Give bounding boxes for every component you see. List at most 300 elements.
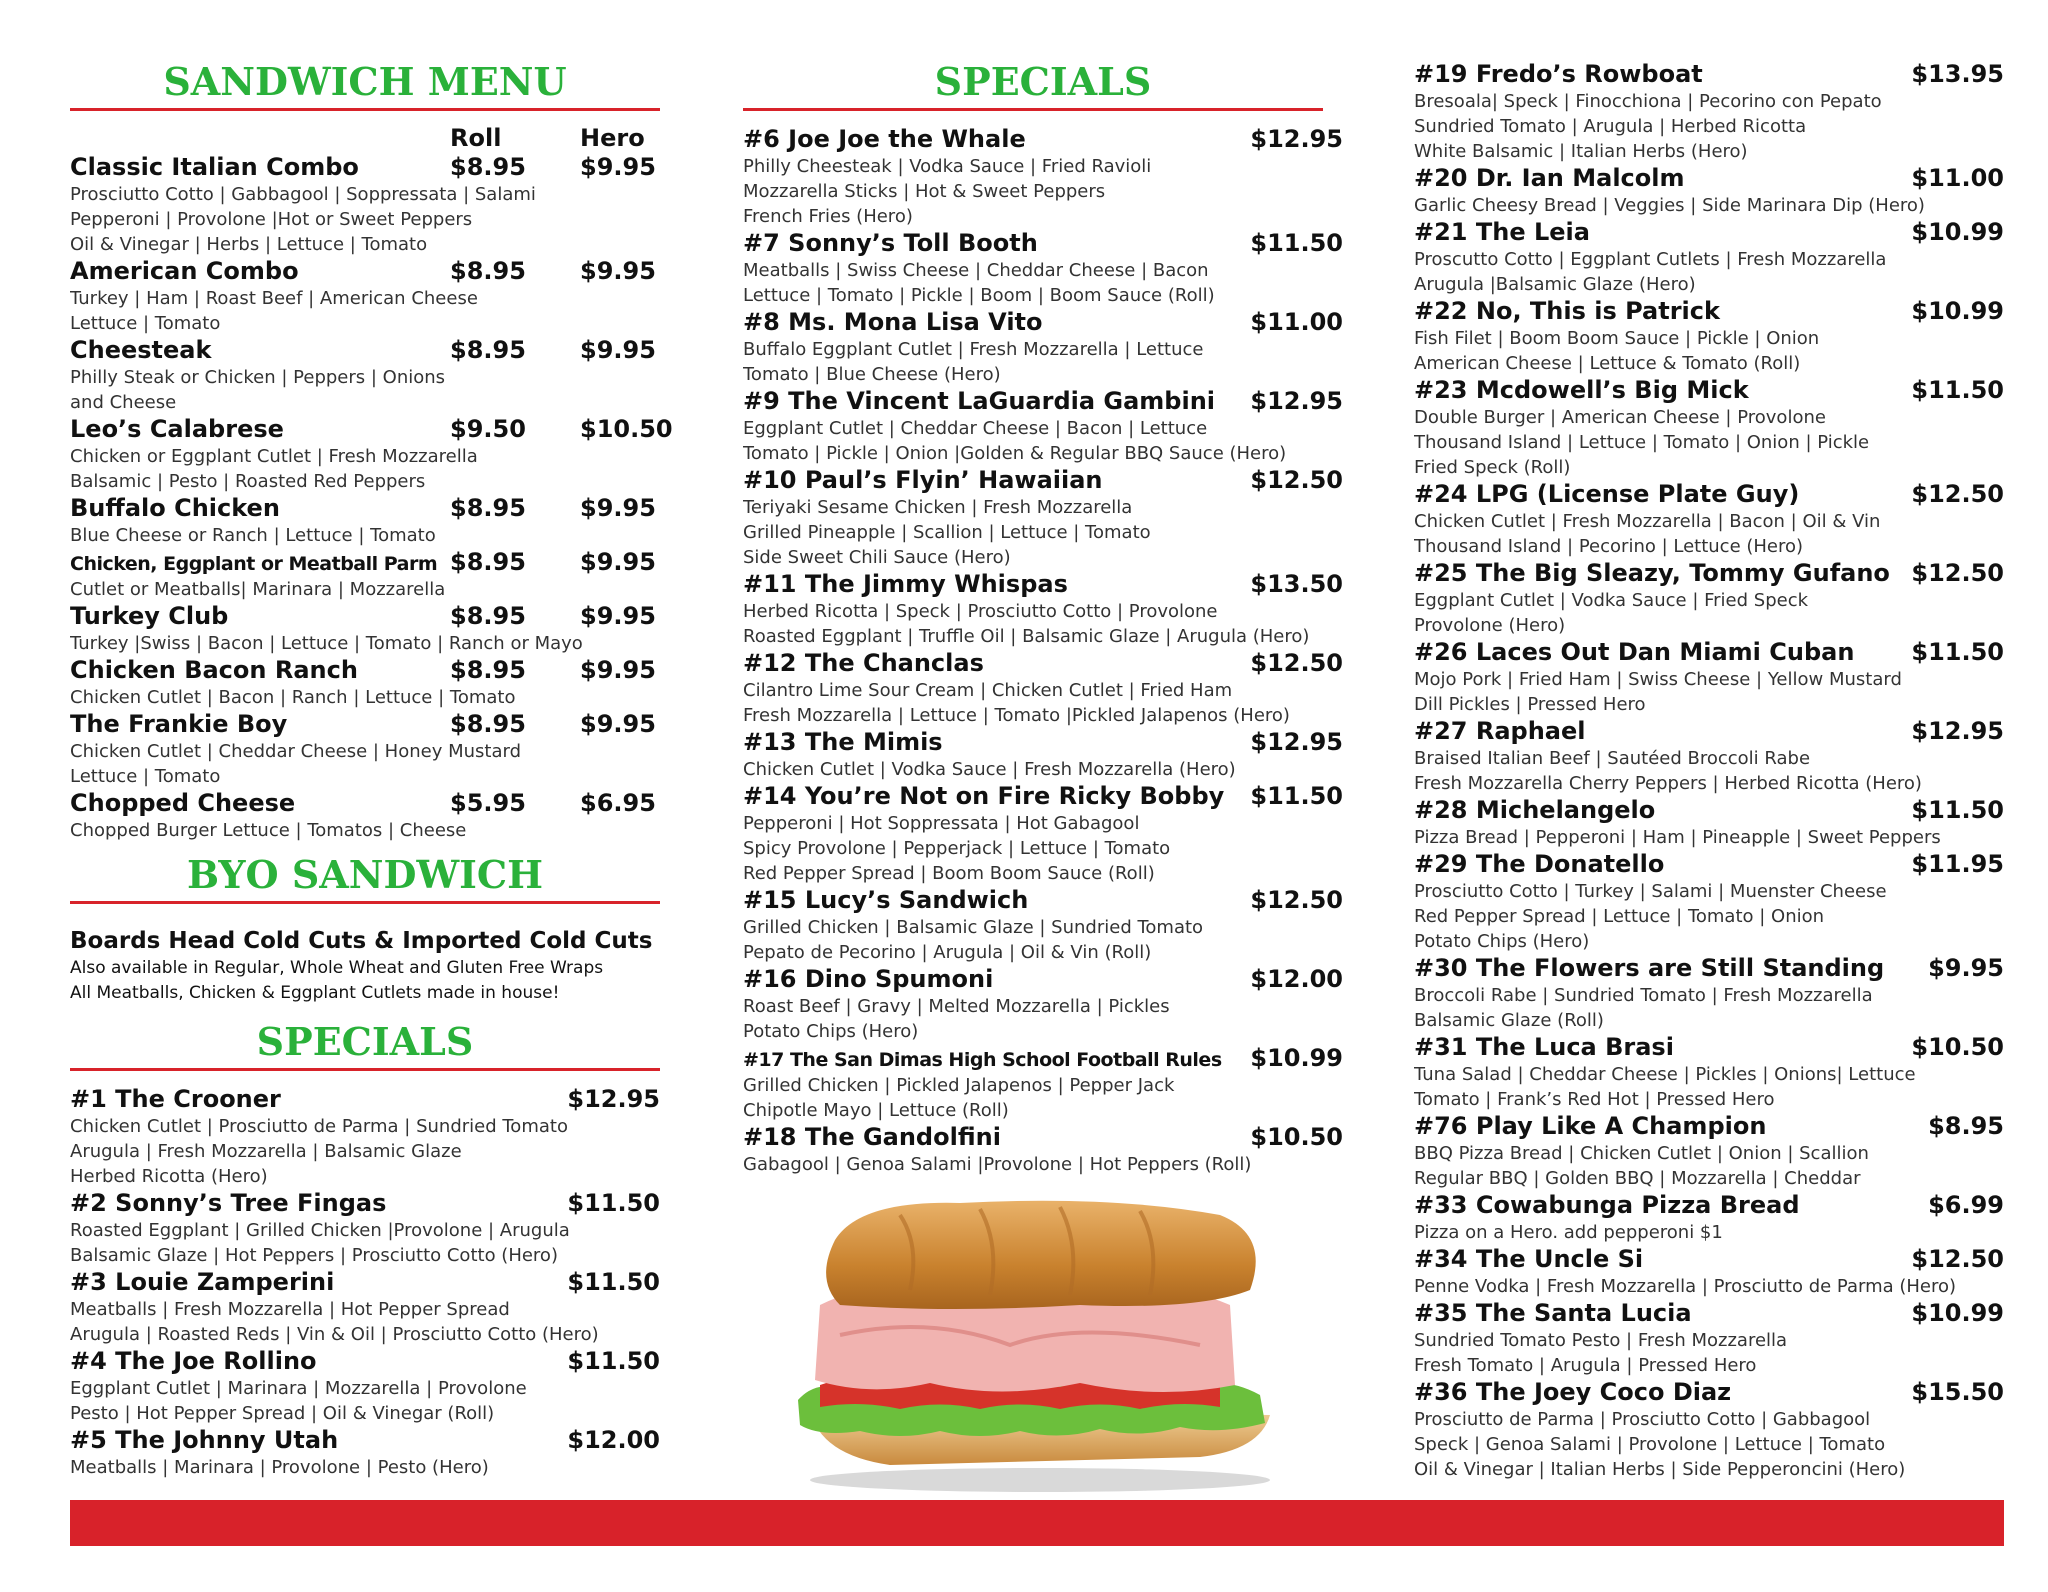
item-description: Potato Chips (Hero) [1414,931,1590,952]
menu-item [743,308,1343,387]
menu-item-title [1414,850,2004,879]
item-price: $10.99 [1911,297,2004,325]
hero-price: $9.95 [580,153,656,181]
item-price: $12.95 [1250,728,1343,756]
menu-item-title [743,1044,1343,1073]
roll-price: $5.95 [450,789,526,817]
item-price: $11.00 [1250,308,1343,336]
center-column [743,0,1343,1177]
item-description: Eggplant Cutlet | Marinara | Mozzarella | Provolone [70,1378,527,1399]
item-name: American Combo [70,257,299,285]
menu-item-title [70,710,660,739]
item-name: #36 The Joey Coco Diaz [1414,1378,1732,1406]
item-name: #22 No, This is Patrick [1414,297,1720,325]
roll-price: $8.95 [450,257,526,285]
item-description: Chopped Burger Lettuce | Tomatos | Cheese [70,820,467,841]
item-description: Blue Cheese or Ranch | Lettuce | Tomato [70,525,436,546]
item-name: #26 Laces Out Dan Miami Cuban [1414,638,1855,666]
menu-item-title [743,649,1343,678]
item-name: Buffalo Chicken [70,494,280,522]
item-description: Red Pepper Spread | Boom Boom Sauce (Roll) [743,863,1155,884]
item-description: Teriyaki Sesame Chicken | Fresh Mozzarella [743,497,1133,518]
item-description: Lettuce | Tomato [70,766,221,787]
sandwich-list [70,153,673,843]
item-name: #9 The Vincent LaGuardia Gambini [743,387,1216,415]
menu-item [743,466,1343,570]
item-description: Tomato | Pickle | Onion |Golden & Regular BBQ Sauce (Hero) [743,443,1287,464]
menu-item [743,125,1343,229]
menu-item [70,789,660,843]
byo-note: All Meatballs, Chicken & Eggplant Cutlets made in house! [70,983,560,1003]
menu-item-title [1414,638,2004,667]
item-description: Fresh Mozzarella Cherry Peppers | Herbed Ricotta (Hero) [1414,773,1922,794]
item-description: Grilled Pineapple | Scallion | Lettuce | Tomato [743,522,1151,543]
specials-title-center: SPECIALS [934,59,1152,104]
item-price: $12.95 [1911,717,2004,745]
hero-price: $9.95 [580,548,656,576]
item-price: $13.50 [1250,570,1343,598]
item-price: $6.99 [1928,1191,2004,1219]
item-price: $15.50 [1911,1378,2004,1406]
menu-item-title [1414,164,2004,193]
item-description: Cilantro Lime Sour Cream | Chicken Cutlet | Fried Ham [743,680,1233,701]
item-description: Prosciutto Cotto | Gabbagool | Soppressata | Salami [70,184,536,205]
left-column [70,0,673,1480]
byo-heading: Boards Head Cold Cuts & Imported Cold Cuts [70,928,653,954]
footer-bar [70,1500,2004,1546]
item-description: Side Sweet Chili Sauce (Hero) [743,547,1011,568]
menu-item-title [70,1268,660,1297]
item-description: Eggplant Cutlet | Cheddar Cheese | Bacon | Lettuce [743,418,1208,439]
roll-price: $8.95 [450,494,526,522]
item-description: Herbed Ricotta (Hero) [70,1166,268,1187]
menu-item [70,494,660,548]
item-price: $10.99 [1911,1299,2004,1327]
item-name: #16 Dino Spumoni [743,965,994,993]
item-description: Arugula |Balsamic Glaze (Hero) [1414,274,1696,295]
title-rule [70,108,660,111]
item-description: Speck | Genoa Salami | Provolone | Lettuce | Tomato [1414,1434,1886,1455]
roll-price: $8.95 [450,336,526,364]
item-description: Meatballs | Fresh Mozzarella | Hot Pepper Spread [70,1299,510,1320]
menu-item [743,1044,1343,1123]
hero-price: $9.95 [580,602,656,630]
item-description: Tomato | Frank’s Red Hot | Pressed Hero [1414,1089,1775,1110]
menu-item-title [743,308,1343,337]
item-description: Fresh Tomato | Arugula | Pressed Hero [1414,1355,1757,1376]
item-description: Philly Cheesteak | Vodka Sauce | Fried Ravioli [743,156,1152,177]
item-description: Fish Filet | Boom Boom Sauce | Pickle | Onion [1414,328,1820,349]
menu-item [70,1085,660,1189]
hero-price: $9.95 [580,710,656,738]
item-description: Lettuce | Tomato | Pickle | Boom | Boom Sauce (Roll) [743,285,1215,306]
menu-item-title [70,548,660,577]
item-description: Arugula | Fresh Mozzarella | Balsamic Glaze [70,1141,462,1162]
roll-price: $8.95 [450,153,526,181]
item-description: Philly Steak or Chicken | Peppers | Onions [70,367,446,388]
item-description: Fresh Mozzarella | Lettuce | Tomato |Pickled Jalapenos (Hero) [743,705,1290,726]
item-price: $12.50 [1911,1245,2004,1273]
item-description: Pizza on a Hero. add pepperoni $1 [1414,1222,1723,1243]
item-description: Fried Speck (Roll) [1414,457,1571,478]
menu-item-title [1414,954,2004,983]
shadow [810,1468,1270,1492]
item-description: Braised Italian Beef | Sautéed Broccoli Rabe [1414,748,1811,769]
menu-item [70,153,660,257]
menu-item-title [70,1085,660,1114]
item-description: Pizza Bread | Pepperoni | Ham | Pineapple | Sweet Peppers [1414,827,1941,848]
menu-item [743,1123,1343,1177]
menu-item [70,336,660,415]
menu-item [1414,376,2004,480]
menu-item [1414,1245,2004,1299]
item-name: #29 The Donatello [1414,850,1665,878]
menu-item [743,229,1343,308]
menu-item-title [1414,1299,2004,1328]
menu-item-title [1414,1378,2004,1407]
hero-price: $9.95 [580,336,656,364]
item-description: Eggplant Cutlet | Vodka Sauce | Fried Speck [1414,590,1809,611]
item-name: #10 Paul’s Flyin’ Hawaiian [743,466,1103,494]
item-description: Sundried Tomato | Arugula | Herbed Ricotta [1414,116,1807,137]
item-description: Turkey |Swiss | Bacon | Lettuce | Tomato | Ranch or Mayo [70,633,583,654]
item-description: Double Burger | American Cheese | Provolone [1414,407,1826,428]
item-description: Provolone (Hero) [1414,615,1566,636]
menu-item-title [1414,717,2004,746]
item-description: American Cheese | Lettuce & Tomato (Roll) [1414,353,1801,374]
item-name: #31 The Luca Brasi [1414,1033,1674,1061]
item-price: $10.50 [1911,1033,2004,1061]
hero-price: $6.95 [580,789,656,817]
menu-item [1414,1112,2004,1191]
hero-price: $9.95 [580,257,656,285]
item-name: #76 Play Like A Champion [1414,1112,1767,1140]
item-price: $13.95 [1911,60,2004,88]
menu-item-title [70,1426,660,1455]
sub-sandwich-image [780,1195,1285,1495]
menu-item-title [1414,60,2004,89]
item-name: #35 The Santa Lucia [1414,1299,1692,1327]
roll-price: $8.95 [450,656,526,684]
item-price: $11.50 [567,1189,660,1217]
item-name: Cheesteak [70,336,212,364]
item-name: Turkey Club [70,602,229,630]
menu-item [1414,297,2004,376]
item-description: Tuna Salad | Cheddar Cheese | Pickles | Onions| Lettuce [1414,1064,1916,1085]
item-price: $12.50 [1250,466,1343,494]
item-description: Tomato | Blue Cheese (Hero) [743,364,1001,385]
menu-item-title [743,570,1343,599]
menu-item [1414,954,2004,1033]
menu-item [1414,60,2004,164]
menu-item-title [70,602,660,631]
specials-right-list [1414,60,2004,1482]
item-price: $11.50 [1911,638,2004,666]
item-name: #7 Sonny’s Toll Booth [743,229,1038,257]
item-name: #24 LPG (License Plate Guy) [1414,480,1800,508]
item-description: Potato Chips (Hero) [743,1021,919,1042]
item-price: $11.50 [567,1347,660,1375]
item-name: The Frankie Boy [70,710,288,738]
roll-price: $9.50 [450,415,526,443]
menu-item-title [1414,1112,2004,1141]
menu-item [1414,1033,2004,1112]
menu-item [1414,164,2004,218]
item-description: Lettuce | Tomato [70,313,221,334]
item-description: Red Pepper Spread | Lettuce | Tomato | Onion [1414,906,1825,927]
item-name: #6 Joe Joe the Whale [743,125,1026,153]
item-name: #34 The Uncle Si [1414,1245,1644,1273]
specials-title-left: SPECIALS [256,1019,474,1064]
roll-price: $8.95 [450,602,526,630]
item-description: Chicken Cutlet | Vodka Sauce | Fresh Mozzarella (Hero) [743,759,1236,780]
item-description: BBQ Pizza Bread | Chicken Cutlet | Onion | Scallion [1414,1143,1869,1164]
item-description: Spicy Provolone | Pepperjack | Lettuce | Tomato [743,838,1171,859]
item-name: #25 The Big Sleazy, Tommy Gufano [1414,559,1890,587]
item-description: Turkey | Ham | Roast Beef | American Cheese [70,288,478,309]
item-description: French Fries (Hero) [743,206,913,227]
menu-item [743,387,1343,466]
menu-item-title [1414,376,2004,405]
menu-item-title [70,257,660,286]
item-name: #8 Ms. Mona Lisa Vito [743,308,1043,336]
menu-item [1414,717,2004,796]
item-description: Grilled Chicken | Pickled Jalapenos | Pepper Jack [743,1075,1175,1096]
item-price: $8.95 [1928,1112,2004,1140]
menu-item-title [1414,559,2004,588]
hero-price: $10.50 [580,415,673,443]
item-description: Chicken Cutlet | Cheddar Cheese | Honey Mustard [70,741,521,762]
item-price: $11.50 [1250,782,1343,810]
item-price: $11.50 [567,1268,660,1296]
item-name: #33 Cowabunga Pizza Bread [1414,1191,1800,1219]
title-rule [70,901,660,904]
item-description: Oil & Vinegar | Herbs | Lettuce | Tomato [70,234,428,255]
item-price: $9.95 [1928,954,2004,982]
menu-item-title [70,1189,660,1218]
menu-item-title [70,494,660,523]
menu-item [1414,559,2004,638]
menu-item [70,1347,660,1426]
sandwich-menu-title: SANDWICH MENU [163,59,567,104]
item-description: Gabagool | Genoa Salami |Provolone | Hot Peppers (Roll) [743,1154,1252,1175]
item-name: Classic Italian Combo [70,153,359,181]
menu-item-title [743,886,1343,915]
item-price: $10.99 [1250,1044,1343,1072]
menu-item-title [1414,480,2004,509]
item-name: Chicken, Eggplant or Meatball Parm [70,553,438,575]
item-price: $12.95 [1250,387,1343,415]
menu-item [70,415,673,494]
item-description: Prosciutto de Parma | Prosciutto Cotto | Gabbagool [1414,1409,1871,1430]
byo-title: BYO SANDWICH [186,852,544,897]
item-price: $12.50 [1911,559,2004,587]
menu-item-title [743,229,1343,258]
menu-item-title [743,387,1343,416]
item-name: #1 The Crooner [70,1085,281,1113]
menu-item-title [743,782,1343,811]
menu-item [1414,638,2004,717]
item-description: Chicken Cutlet | Prosciutto de Parma | Sundried Tomato [70,1116,568,1137]
menu-item-title [1414,796,2004,825]
item-description: Chicken Cutlet | Bacon | Ranch | Lettuce | Tomato [70,687,516,708]
right-column [1414,0,2004,1482]
menu-item [1414,480,2004,559]
item-name: #20 Dr. Ian Malcolm [1414,164,1685,192]
top-bun [826,1201,1256,1309]
item-price: $12.50 [1250,886,1343,914]
menu-item [70,1189,660,1268]
menu-item [70,656,660,710]
menu-item-title [743,965,1343,994]
item-description: Pepato de Pecorino | Arugula | Oil & Vin (Roll) [743,942,1152,963]
item-description: and Cheese [70,392,177,413]
menu-item [743,649,1343,728]
item-name: #13 The Mimis [743,728,943,756]
item-description: Meatballs | Marinara | Provolone | Pesto (Hero) [70,1457,489,1478]
menu-item [70,1268,660,1347]
item-description: Roasted Eggplant | Grilled Chicken |Provolone | Arugula [70,1220,570,1241]
item-price: $12.95 [567,1085,660,1113]
item-description: Balsamic Glaze (Roll) [1414,1010,1604,1031]
item-price: $11.95 [1911,850,2004,878]
item-description: Grilled Chicken | Balsamic Glaze | Sundried Tomato [743,917,1204,938]
menu-item-title [743,125,1343,154]
menu-item-title [70,336,660,365]
item-description: Garlic Cheesy Bread | Veggies | Side Marinara Dip (Hero) [1414,195,1925,216]
item-description: Chipotle Mayo | Lettuce (Roll) [743,1100,1009,1121]
item-name: #3 Louie Zamperini [70,1268,335,1296]
item-description: Arugula | Roasted Reds | Vin & Oil | Prosciutto Cotto (Hero) [70,1324,599,1345]
roll-price: $8.95 [450,548,526,576]
menu-item-title [1414,297,2004,326]
item-name: #18 The Gandolfini [743,1123,1001,1151]
specials-center-list [743,125,1343,1177]
item-price: $10.50 [1250,1123,1343,1151]
hero-header: Hero [580,124,645,152]
item-description: Mojo Pork | Fried Ham | Swiss Cheese | Yellow Mustard [1414,669,1902,690]
menu-item [1414,1378,2004,1482]
item-name: #23 Mcdowell’s Big Mick [1414,376,1749,404]
menu-item-title [70,415,673,444]
byo-note: Also available in Regular, Whole Wheat and Gluten Free Wraps [70,958,604,978]
item-price: $11.50 [1250,229,1343,257]
item-name: #14 You’re Not on Fire Ricky Bobby [743,782,1225,810]
item-description: Roast Beef | Gravy | Melted Mozzarella | Pickles [743,996,1170,1017]
hero-price: $9.95 [580,494,656,522]
item-description: Pesto | Hot Pepper Spread | Oil & Vinegar (Roll) [70,1403,495,1424]
item-price: $11.50 [1911,376,2004,404]
menu-item-title [743,728,1343,757]
item-description: White Balsamic | Italian Herbs (Hero) [1414,141,1748,162]
item-description: Regular BBQ | Golden BBQ | Mozzarella | Cheddar [1414,1168,1861,1189]
item-price: $12.00 [1250,965,1343,993]
menu-item [70,602,660,656]
item-description: Proscutto Cotto | Eggplant Cutlets | Fresh Mozzarella [1414,249,1887,270]
item-description: Thousand Island | Lettuce | Tomato | Onion | Pickle [1414,432,1870,453]
item-name: Chopped Cheese [70,789,296,817]
roll-header: Roll [450,124,502,152]
menu-item [743,965,1343,1044]
item-price: $12.50 [1250,649,1343,677]
item-name: #17 The San Dimas High School Football Rules [743,1049,1222,1071]
item-description: Pepperoni | Provolone |Hot or Sweet Peppers [70,209,473,230]
item-description: Penne Vodka | Fresh Mozzarella | Prosciutto de Parma (Hero) [1414,1276,1957,1297]
specials-left-list [70,1085,660,1480]
item-name: #21 The Leia [1414,218,1590,246]
menu-item-title [1414,1033,2004,1062]
menu-item [1414,796,2004,850]
item-description: Meatballs | Swiss Cheese | Cheddar Cheese | Bacon [743,260,1209,281]
menu-item-title [70,1347,660,1376]
menu-item [743,782,1343,886]
item-description: Pepperoni | Hot Soppressata | Hot Gabagool [743,813,1140,834]
roll-price: $8.95 [450,710,526,738]
menu-item [70,710,660,789]
item-description: Chicken Cutlet | Fresh Mozzarella | Bacon | Oil & Vin [1414,511,1881,532]
item-name: #4 The Joe Rollino [70,1347,317,1375]
item-description: Broccoli Rabe | Sundried Tomato | Fresh Mozzarella [1414,985,1873,1006]
menu-item [70,1426,660,1480]
menu-item [1414,1299,2004,1378]
item-description: Buffalo Eggplant Cutlet | Fresh Mozzarella | Lettuce [743,339,1204,360]
item-name: #11 The Jimmy Whispas [743,570,1068,598]
menu-item-title [70,789,660,818]
item-price: $11.50 [1911,796,2004,824]
item-description: Dill Pickles | Pressed Hero [1414,694,1646,715]
item-name: #28 Michelangelo [1414,796,1656,824]
menu-item-title [743,466,1343,495]
item-price: $12.50 [1911,480,2004,508]
price-header [70,123,660,153]
item-name: Chicken Bacon Ranch [70,656,358,684]
item-description: Roasted Eggplant | Truffle Oil | Balsamic Glaze | Arugula (Hero) [743,626,1310,647]
item-description: Thousand Island | Pecorino | Lettuce (Hero) [1414,536,1804,557]
item-description: Cutlet or Meatballs| Marinara | Mozzarella [70,579,446,600]
item-name: #30 The Flowers are Still Standing [1414,954,1885,982]
item-name: #5 The Johnny Utah [70,1426,339,1454]
item-name: #2 Sonny’s Tree Fingas [70,1189,387,1217]
item-price: $12.00 [567,1426,660,1454]
item-name: #15 Lucy’s Sandwich [743,886,1029,914]
item-description: Bresoala| Speck | Finocchiona | Pecorino con Pepato [1414,91,1882,112]
item-description: Mozzarella Sticks | Hot & Sweet Peppers [743,181,1106,202]
item-name: #12 The Chanclas [743,649,984,677]
item-price: $11.00 [1911,164,2004,192]
item-name: #27 Raphael [1414,717,1586,745]
menu-item-title [70,656,660,685]
item-description: Oil & Vinegar | Italian Herbs | Side Pepperoncini (Hero) [1414,1459,1906,1480]
item-name: #19 Fredo’s Rowboat [1414,60,1703,88]
item-price: $10.99 [1911,218,2004,246]
menu-item [743,886,1343,965]
menu-item-title [743,1123,1343,1152]
menu-item [1414,218,2004,297]
item-description: Chicken or Eggplant Cutlet | Fresh Mozzarella [70,446,478,467]
item-description: Herbed Ricotta | Speck | Prosciutto Cotto | Provolone [743,601,1218,622]
menu-item [70,257,660,336]
item-name: Leo’s Calabrese [70,415,284,443]
menu-item [1414,850,2004,954]
item-price: $12.95 [1250,125,1343,153]
menu-item-title [70,153,660,182]
menu-item-title [1414,1245,2004,1274]
menu-item [1414,1191,2004,1245]
item-description: Sundried Tomato Pesto | Fresh Mozzarella [1414,1330,1788,1351]
item-description: Balsamic | Pesto | Roasted Red Peppers [70,471,426,492]
menu-item [743,570,1343,649]
item-description: Balsamic Glaze | Hot Peppers | Prosciutto Cotto (Hero) [70,1245,558,1266]
